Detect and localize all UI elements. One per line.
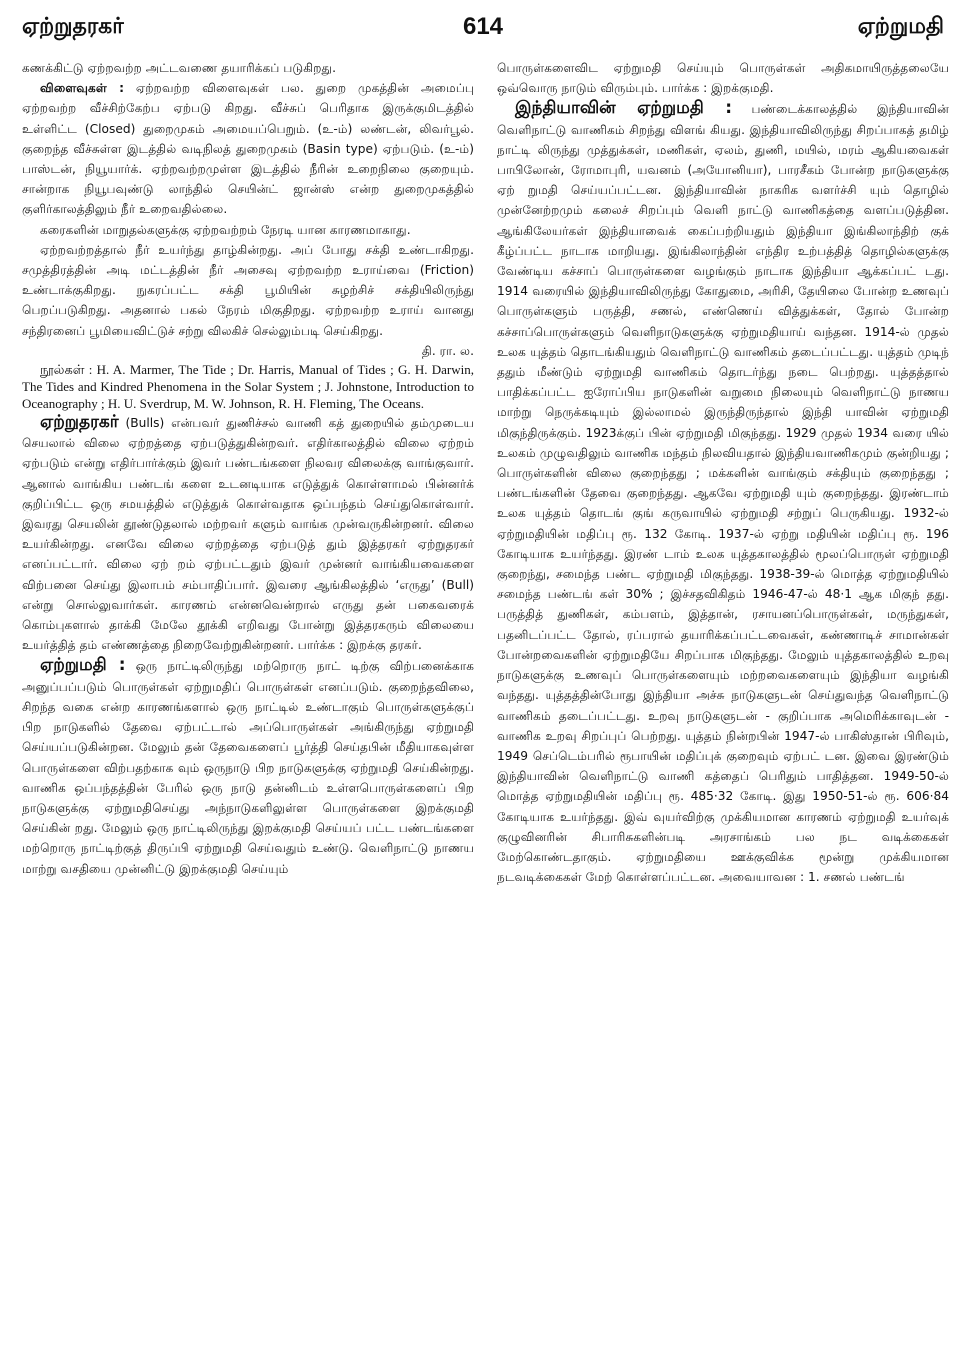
bibliography-text: H. A. Marmer, The Tide ; Dr. Harris, Manual of Tides ; G. H. Darwin, The Tides and Kindred Phenomena in the Solar System ; J. Johnstone, Introduction to Oceanography ; H. U. Sverdrup, M. W. Johnson, R. H. Fleming, The Oceans. [22,362,474,412]
bulls-see-also: பார்க்க : இறக்கு தரகர். [297,638,422,653]
entry-bulls [22,412,474,655]
right-column [497,58,949,1350]
subheading-effects: விளைவுகள் : [40,81,124,96]
author-signature: தி. ரா. ல. [421,343,474,358]
paragraph-export-continuation [497,58,949,98]
export-continuation-text: பொருள்களைவிட ஏற்றுமதி செய்யும் பொருள்கள் அதிகமாயிருத்தலையே ஒவ்வொரு நாடும் விரும்பும். [497,61,949,96]
bibliography-label: நூல்கள் : [40,362,93,378]
paragraph-india-export [497,98,949,887]
friction-text: ஏற்றவற்றத்தால் நீர் உயர்ந்து தாழ்கின்றது. அப் போது சக்தி உண்டாகிறது. சமுத்திரத்தின் அடி மட்டத்தின் நீர் அசைவு ஏற்றவற்ற உராய்வை (Friction) உண்டாக்குகிறது. நுகரப்பட்ட சக்தி பூமியின் சுழற்சிச் சக்தியிலிருந்து பெறப்படுகிறது. அதனால் பகல் நேரம் மிகுதிறது. ஏற்றவற்ற உராய் வானது சந்திரனைப் பூமியைவிட்டுச் சற்று விலகிச் செல்லும்படி செய்கிறது. [22,242,474,338]
page-number: 614 [462,13,504,40]
header-left-guide-word: ஏற்றுதரகர் [22,14,124,39]
entry-export [22,655,474,878]
subheading-india-export: இந்தியாவின் ஏற்றுமதி : [515,98,733,119]
left-column [22,58,474,1350]
page-header [22,12,944,42]
export-see-also: பார்க்க : இறக்குமதி. [661,81,774,96]
bibliography [22,361,474,412]
paragraph-continuation: கணக்கிட்டு ஏற்றவற்ற அட்டவணை தயாரிக்கப் படுகிறது. [22,61,337,75]
paragraph-friction [22,240,474,361]
effects-text: ஏற்றவற்ற விளைவுகள் பல. துறை முகத்தின் அமைப்பு ஏற்றவற்ற வீச்சிற்கேற்ப ஏற்படு கிறது. வீச்சுப் பெரிதாக இருக்குமிடத்தில் உள்ளிட்ட (Closed) துறைமுகம் அமையப்பெறும். (உ-ம்) லண்டன், லிவர்பூல். குறைந்த வீச்சுள்ள இடத்தில் வடிநிலத் துறைமுகம் (Basin type) ஏற்படும். (உ-ம்) பாஸ்டன், நியூயார்க். ஏற்றவற்றமுள்ள இடத்தில் நீரின் உறைநிலை குறையும். சான்றாக நியூபவுண்டு லாந்தில் செயின்ட் ஜான்ஸ் என்ற துறைமுகத்தில் குளிர்காலத்திலும் நீர் உறைவதில்லை. [22,81,474,217]
entry-title-export: ஏற்றுமதி : [40,655,126,676]
entry-title-bulls: ஏற்றுதரகர் [40,412,119,433]
bulls-text: (Bulls) என்பவர் துணிச்சல் வாணி கத் துறையில் தம்முடைய செயலால் விலை ஏற்றத்தை ஏற்படுத்துகின்றவர். எதிர்காலத்தில் விலை ஏற்றம் ஏற்படும் என்று எதிர்பார்க்கும் இவர் பண்டங்களை நிலவர விலைக்கு வாங்குவார். ஆனால் வாங்கிய பண்டங் களை உடனடியாக எடுத்துக் கொள்ளாமல் பின்னர்க் குறிப்பிட்ட ஒரு சமயத்தில் எடுத்துக் கொள்வதாக ஒப்பந்தம் செய்துகொள்வார். இவரது செயலின் தூண்டுதலால் மற்றவர் களும் வாங்க முன்வருகின்றனர். விலை உயர்கின்றது. எனவே விலை ஏற்றத்தை ஏற்படுத் தும் இத்தரகர் ஏற்றுதரகர் எனப்பட்டார். விலை ஏற் றம் ஏற்பட்டதும் இவர் முன்னர் வாங்கியவைகளை விற்பனை செய்து இலாபம் சம்பாதிப்பார். இவரை ஆங்கிலத்தில் ‘எருது’ (Bull) என்று சொல்லுவார்கள். காரணம் என்னவென்றால் எருது தன் பகைவரைக் கொம்புகளால் தாக்கி மேலே தூக்கி எறிவது போன்று இத்தரகரும் விலையை உயர்த்தித் தம் எண்ணத்தை நிறைவேற்றுகின்றனர். [22,416,474,653]
india-export-text: பண்டைக்காலத்தில் இந்தியாவின் வெளிநாட்டு வாணிகம் சிறந்து விளங் கியது. இந்தியாவிலிருந்து சிறப்பாகத் தமிழ் நாட்டி லிருந்து முத்துக்கள், மணிகள், ஏலம், துணி, மயில், மரம் ஆகியவைகள் பாபிலோன், ரோமாபுரி, யவனம் (அயோனியா), பாரசீகம் போன்ற நாடுகளுக்கு ஏற் றுமதி செய்யப்பட்டன. இந்தியாவின் நாகரிக வளர்ச்சி யும் தொழில் முன்னேற்றமும் கலைச் சிறப்பும் வெளி நாட்டு வாணிகத்தை வளப்படுத்தின. ஆங்கிலேயர்கள் இந்தியாவைக் கைப்பற்றியதும் இந்தியா இங்கிலாந்திற் குக் கீழ்ப்பட்ட நாடாக மாறியது. இங்கிலாந்தின் எந்திர உற்பத்தித் தொழில்களுக்கு வேண்டிய கச்சாப் பொருள்களை வழங்கும் நாடாக இந்தியா ஆக்கப்பட் டது. 1914 வரையில் இந்தியாவிலிருந்து கோதுமை, அரிசி, தேயிலை போன்ற உணவுப் பொருள்களும் பருத்தி, சணல், எண்ணெய் வித்துக்கள், தோல் போன்ற கச்சாப்பொருள்களும் வெளிநாடுகளுக்கு ஏற்றுமதியாய் வந்தன. 1914-ல் முதல் உலக யுத்தம் தொடங்கியதும் வெளிநாட்டு வாணிகம் தடைப்பட்டது. யுத்தம் முடிந் ததும் மீண்டும் ஏற்றுமதி வாணிகம் தொடர்ந்து நடை பெற்றது. யுத்தத்தால் பாதிக்கப்பட்ட ஐரோப்பிய நாடுகளின் வறுமை நிலையும் வெளிநாட்டு நாணய மாற்று நெருக்கடியும் இல்லாமல் இருந்திருந்தால் இந்தி யாவின் ஏற்றுமதி மிகுந்திருக்கும். 1923க்குப் பின் ஏற்றுமதி மிகுந்தது. 1929 முதல் 1934 வரை யில் உலகம் முழுவதிலும் வாணிக மந்தம் நிலவியதால் இந்தியவாணிகமும் குன்றியது ; பொருள்களின் விலை குறைந்தது ; மக்களின் வாங்கும் சக்தியும் குறைந்தது ; பண்டங்களின் தேவை குறைந்தது. ஆகவே ஏற்றுமதி யும் குறைந்தது. இரண்டாம் உலக யுத்தம் தொடங் குங் கருவாயில் ஏற்றுமதி சற்றுப் பெருகியது. 1932-ல் ஏற்றுமதியின் மதிப்பு ரூ. 132 கோடி. 1937-ல் ஏற்று மதியின் மதிப்பு ரூ. 196 கோடியாக உயர்ந்தது. இரண் டாம் உலக யுத்தகாலத்தில் மூலப்பொருள் ஏற்றுமதி குறைந்து, சமைந்த பண்ட ஏற்றுமதி மிகுந்தது. 1938-39-ல் மொத்த ஏற்றுமதியில் சமைந்த பண்டங் கள் 30% ; இச்சதவிகிதம் 1946-47-ல் 48·1 ஆக மிகுந் தது. பருத்தித் துணிகள், கம்பளம், இத்தான், ரசாயனப்பொருள்கள், மருந்துகள், பதனிடப்பட்ட தோல், ரப்பரால் தயாரிக்கப்பட்டவைகள், கண்ணாடிச் சாமான்கள் போன்றவைகளின் ஏற்றுமதியே சிறப்பாக மிகுந்தது. மேலும் யுத்தகாலத்தில் உறவு நாடுகளுக்கு உணவுப் பொருள்களையும் மற்றவைகளையும் இந்தியா வழங்கி வந்தது. யுத்தத்தின்போது இந்தியா அச்சு நாடுகளுடன் செய்துவந்த வெளிநாட்டு வாணிகம் தடைப்பட்டது. உறவு நாடுகளுடன் - குறிப்பாக அமெரிக்காவுடன் - வாணிக உறவு சிறப்புப் பெற்றது. யுத்தம் நின்றபின் 1947-ல் பாகிஸ்தான் பிரிவும், 1949 செப்டெம்பரில் ரூபாயின் மதிப்புக் குறைவும் ஏற்பட் டன. இவை இரண்டும் இந்தியாவின் வெளிநாட்டு வாணி கத்தைப் பெரிதும் பாதித்தன. 1949-50-ல் மொத்த ஏற்றுமதியின் மதிப்பு ரூ. 485·32 கோடி. இது 1950-51-ல் ரூ. 606·84 கோடியாக உயர்ந்தது. இவ் வுயர்விற்கு முக்கியமான காரணம் ஏற்றுமதி உயர்வுக் குழுவினரின் சிபாரிசுகளின்படி அரசாங்கம் பல நட வடிக்கைகள் மேற்கொண்டதாகும். ஏற்றுமதியை ஊக்குவிக்க மூன்று முக்கியமான நடவடிக்கைகள் மேற் கொள்ளப்பட்டன. அவையாவன : 1. சணல் பண்டங் [497,102,949,885]
paragraph-effects [22,78,474,219]
paragraph-shores: கரைகளின் மாறுதல்களுக்கு ஏற்றவற்றம் நேரடி யான காரணமாகாது. [40,222,411,237]
header-right-guide-word: ஏற்றுமதி [857,14,944,39]
export-text: ஒரு நாட்டிலிருந்து மற்றொரு நாட் டிற்கு விற்பனைக்காக அனுப்பப்படும் பொருள்கள் ஏற்றுமதிப் பொருள்கள் எனப்படும். குறைந்தவிலை, சிறந்த வகை என்ற காரணங்களால் ஒரு நாட்டில் உண்டாகும் பொருள்களுக்குப் பிற நாடுகளில் தேவை ஏற்பட்டால் அப்பொருள்கள் அங்கிருந்து ஏற்றுமதி செய்யப்படுகின்றன. மேலும் தன் தேவைகளைப் பூர்த்தி செய்தபின் மீதியாகவுள்ள பொருள்களை விற்பதற்காக வும் ஒருநாடு பிற நாடுகளுக்கு ஏற்றுமதி செய்கின்றது. வாணிக ஒப்பந்தத்தின் பேரில் ஒரு நாடு தன்னிடம் உள்ளபொருள்களைப் பிற நாடுகளுக்கு ஏற்றுமதிசெய்து அந்நாடுகளிலுள்ள பொருள்களை இறக்குமதி செய்கின் றது. மேலும் ஒரு நாட்டிலிருந்து இறக்குமதி செய்யப் பட்ட பண்டங்களை மற்றொரு நாட்டிற்குத் திருப்பி ஏற்றுமதி செய்வதும் உண்டு. வெளிநாட்டு நாணய மாற்று வசதியை முன்னிட்டு இறக்குமதி செய்யும் [22,659,474,876]
